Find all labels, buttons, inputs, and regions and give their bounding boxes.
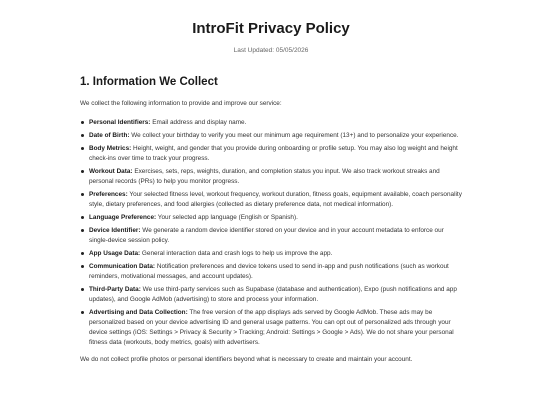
page-title: IntroFit Privacy Policy [192,20,350,37]
list-item-text: Your selected app language (English or Spanish). [156,213,298,221]
list-item-text: Exercises, sets, reps, weights, duration, and completion status you input. We also track workout streaks and personal records (PRs) to help you monitor progress. [89,167,440,185]
list-item-term: Communication Data: [89,262,156,270]
section-intro: We collect the following information to provide and improve our service: [80,100,282,107]
bullet-icon [81,216,84,219]
list-item-preferences [80,190,462,210]
list-item-text: We generate a random device identifier stored on your device and in your account metadata to enforce our single-device session policy. [89,226,444,244]
list-item-term: Date of Birth: [89,131,130,139]
list-item-term: Personal Identifiers: [89,118,151,126]
list-item-date-of-birth [80,131,462,141]
bullet-icon [81,288,84,291]
bullet-icon [81,311,84,314]
list-item-communication-data [80,262,462,282]
list-item-term: Preferences: [89,190,128,198]
list-item-body-metrics [80,144,462,164]
section-heading-information-we-collect: 1. Information We Collect [80,76,218,88]
bullet-icon [81,229,84,232]
bullet-icon [81,265,84,268]
bullet-icon [81,252,84,255]
list-item-term: Language Preference: [89,213,157,221]
list-item-term: Device Identifier: [89,226,141,234]
list-item-workout-data [80,167,462,187]
bullet-icon [81,134,84,137]
section-outro: We do not collect profile photos or personal identifiers beyond what is necessary to create and maintain your account. [80,355,413,363]
list-item-text: General interaction data and crash logs to help us improve the app. [140,249,333,257]
list-item-term: Workout Data: [89,167,133,175]
list-item-text: Email address and display name. [150,118,247,126]
list-item-text: Notification preferences and device tokens used to send in-app and push notifications (such as workout reminders, motivational messages, and account updates). [89,262,449,280]
bullet-icon [81,147,84,150]
list-item-device-identifier [80,226,462,246]
list-item-text: The free version of the app displays ads served by Google AdMob. These ads may be personalized based on your device advertising ID and general usage patterns. You can opt out of personalized ads through your device settings (iOS: Settings > Privacy & Security > Tracking; Android: Settings > Google > Ads). We do not share your personal fitness data (workouts, body metrics, goals) with advertisers. [89,308,454,346]
bullet-icon [81,170,84,173]
list-item-text: We use third-party services such as Supabase (database and authentication), Expo (push notifications and app updates), and Google AdMob (advertising) to store and process your information. [89,285,457,303]
list-item-term: Advertising and Data Collection: [89,308,188,316]
list-item-text: Height, weight, and gender that you provide during onboarding or profile setup. You may also log weight and height check-ins over time to track your progress. [89,144,458,162]
list-item-term: Third-Party Data: [89,285,141,293]
list-item-personal-identifiers [80,118,462,128]
list-item-language-preference [80,213,462,223]
bullet-icon [81,193,84,196]
information-list [80,118,462,348]
list-item-term: App Usage Data: [89,249,141,257]
list-item-advertising [80,308,462,348]
list-item-third-party-data [80,285,462,305]
last-updated-date: Last Updated: 05/05/2026 [233,47,309,54]
list-item-term: Body Metrics: [89,144,132,152]
list-item-text: We collect your birthday to verify you meet our minimum age requirement (13+) and to personalize your experience. [129,131,459,139]
list-item-app-usage-data [80,249,462,259]
bullet-icon [81,121,84,124]
list-item-text: Your selected fitness level, workout frequency, workout duration, fitness goals, equipment available, coach personality style, dietary preferences, and food allergies (collected as dietary preference data, not medical information). [89,190,462,208]
